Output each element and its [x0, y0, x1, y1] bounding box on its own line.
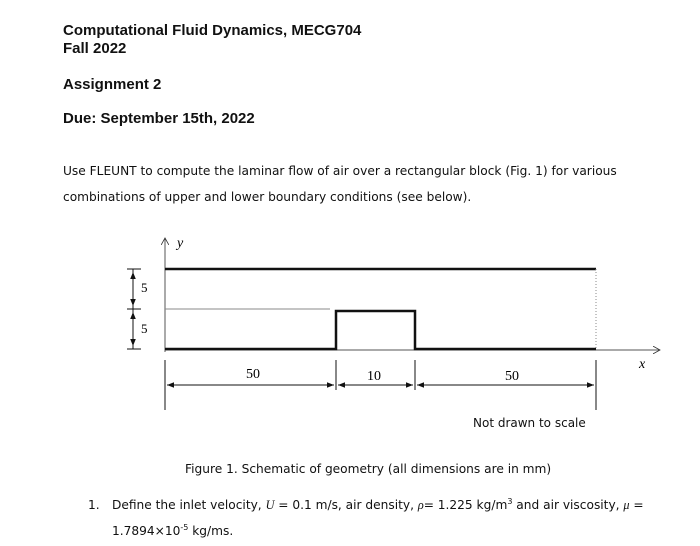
superscript: -5 [180, 523, 189, 532]
dim-label-bottom: 5 [141, 321, 148, 336]
item-text: 1.7894×10 [112, 524, 181, 538]
term: Fall 2022 [63, 40, 127, 57]
due-date: Due: September 15th, 2022 [63, 110, 255, 127]
dim-label-left: 50 [246, 367, 260, 382]
assignment-title: Assignment 2 [63, 76, 162, 93]
dim-label-middle: 10 [367, 369, 381, 384]
figure-caption: Figure 1. Schematic of geometry (all dimensions are in mm) [185, 462, 552, 476]
x-axis-label: x [639, 357, 646, 372]
item-text: = 0.1 m/s, air density, [274, 498, 418, 512]
item-1-line-1 [112, 498, 644, 513]
dim-label-right: 50 [505, 369, 519, 384]
item-1-line-2 [112, 524, 233, 538]
symbol-mu: μ [623, 498, 630, 512]
item-text: = 1.225 kg/m [423, 498, 508, 512]
y-axis-label: y [177, 236, 184, 251]
course-title: Computational Fluid Dynamics, MECG704 [63, 22, 362, 39]
item-text: kg/ms. [188, 524, 234, 538]
bottom-wall-with-block [165, 311, 596, 349]
item-text: Define the inlet velocity, [112, 498, 266, 512]
item-text: and air viscosity, [512, 498, 624, 512]
item-text: = [629, 498, 644, 512]
item-number: 1. [88, 498, 100, 512]
symbol-rho: ρ [417, 498, 424, 512]
superscript: 3 [507, 497, 513, 506]
symbol-u: U [265, 498, 275, 512]
dim-label-top: 5 [141, 280, 148, 295]
intro-line-1: Use FLEUNT to compute the laminar flow of air over a rectangular block (Fig. 1) for various [63, 164, 617, 178]
intro-line-2: combinations of upper and lower boundary conditions (see below). [63, 190, 472, 204]
not-to-scale-note: Not drawn to scale [473, 416, 586, 430]
